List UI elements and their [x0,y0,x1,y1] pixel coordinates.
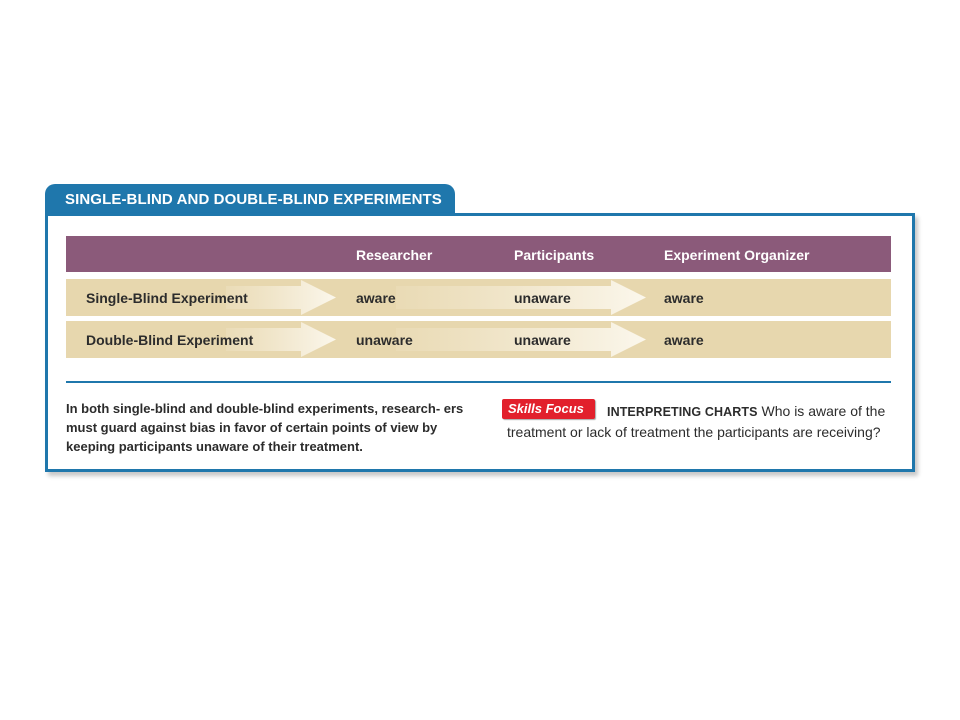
header-participants: Participants [514,247,595,263]
badge-label: Skills Focus [508,401,584,416]
cell-researcher: unaware [356,332,413,348]
divider [66,381,891,383]
cell-participants: unaware [514,332,571,348]
header-researcher: Researcher [356,247,433,263]
question-text: Who is aware of the treatment or lack of treatment the participants are receiving? [507,403,886,440]
cell-researcher: aware [356,290,396,306]
caption-text: In both single-blind and double-blind experiments, research- ers must guard against bias in favor of certain points of view by keeping participants unaware of their treatment. [66,401,464,454]
section-title: SINGLE-BLIND AND DOUBLE-BLIND EXPERIMENTS [65,191,442,208]
section-title-tab [45,184,455,216]
table-row-double-blind [66,321,891,358]
header-experiment-organizer: Experiment Organizer [664,247,810,263]
question-heading: INTERPRETING CHARTS [607,405,758,419]
skills-question [507,401,887,442]
cell-participants: unaware [514,290,571,306]
row-label: Single-Blind Experiment [86,290,248,306]
row-label: Double-Blind Experiment [86,332,254,348]
cell-organizer: aware [664,332,704,348]
table-header [66,236,891,272]
cell-organizer: aware [664,290,704,306]
table-row-single-blind [66,279,891,316]
